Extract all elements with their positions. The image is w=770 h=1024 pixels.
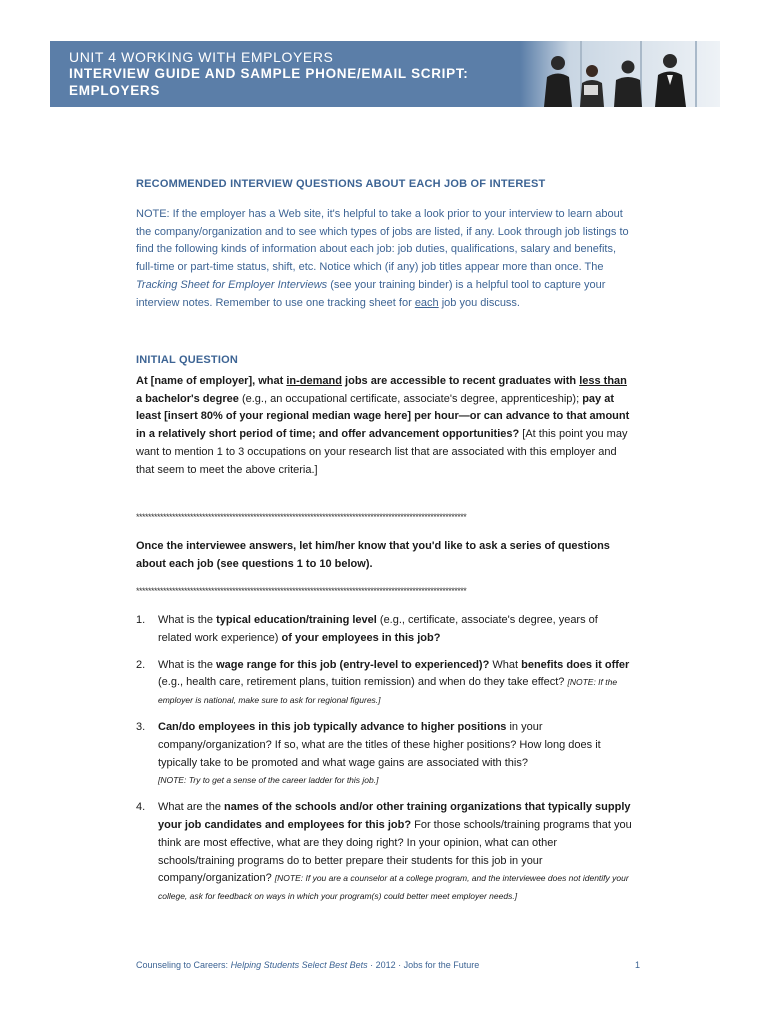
q2-text-1: What is the <box>158 658 217 671</box>
iq-less-than: less than <box>579 374 627 387</box>
page-number: 1 <box>634 960 640 970</box>
iq-plain-1: (e.g., an occupational certificate, associate's degree, apprenticeship); <box>238 392 583 405</box>
iq-plain-2: [At this point you may want to mention 1 to 3 occupations on your research list that are associated with this employer and that seem to meet the above criteria.] <box>136 428 628 476</box>
q2-text-2: What <box>489 658 522 671</box>
q1-bold-1: typical education/training level <box>216 614 377 626</box>
q3-text-1: in your company/organization? If so, what are the titles of these higher positions? How long does it typically take to be promoted and what wage gains are associated with this? <box>158 720 601 769</box>
transition-instruction: Once the interviewee answers, let him/her know that you'd like to ask a series of questions about each job (see questions 1 to 10 below). <box>136 540 610 570</box>
iq-bold-2: jobs are accessible to recent graduates with <box>341 374 580 387</box>
section-heading-initial: INITIAL QUESTION <box>136 354 239 366</box>
question-item <box>136 612 634 648</box>
question-number: 2. <box>136 658 146 671</box>
question-item <box>136 657 634 710</box>
question-number: 1. <box>136 614 146 626</box>
footer-text-b: · 2012 · Jobs for the Future <box>367 960 480 970</box>
page-footer <box>136 960 640 970</box>
section-heading-recommended: RECOMMENDED INTERVIEW QUESTIONS ABOUT EACH JOB OF INTEREST <box>136 178 546 190</box>
iq-bold-4: pay at least [insert 80% of your regional median wage here] per hour—or can advance to that amount in a relatively short period of time; and offer advancement opportunities? <box>136 392 630 441</box>
q2-bold-2: benefits does it offer <box>521 658 630 671</box>
iq-bold-3: a bachelor's degree <box>136 392 239 405</box>
note-each-emphasis: each <box>414 296 439 309</box>
banner-text <box>69 50 468 99</box>
q2-text-3: (e.g., health care, retirement plans, tuition remission) and when do they take effect? <box>158 676 568 689</box>
separator-line-2: ************************************************************************************************************** <box>136 586 467 596</box>
iq-bold-1: At [name of employer], what <box>136 374 287 387</box>
unit-title: UNIT 4 WORKING WITH EMPLOYERS <box>69 49 334 65</box>
note-tracking-sheet-title: Tracking Sheet for Employer Interviews <box>136 278 328 291</box>
initial-question-text <box>136 373 634 480</box>
web-site-note <box>136 206 634 313</box>
q2-note: [NOTE: If the employer is national, make sure to ask for regional figures.] <box>158 677 618 706</box>
q3-note: [NOTE: Try to get a sense of the career ladder for this job.] <box>158 775 379 786</box>
footer-publication-title: Helping Students Select Best Bets <box>230 960 368 970</box>
q3-bold-1: Can/do employees in this job typically advance to higher positions <box>158 720 507 733</box>
q1-bold-2: of your employees in this job? <box>281 631 441 644</box>
q1-text-2: (e.g., certificate, associate's degree, years of related work experience) <box>158 614 598 644</box>
header-banner <box>50 41 720 107</box>
footer-text-a: Counseling to Careers: <box>136 960 231 970</box>
recommended-questions-section <box>136 176 634 313</box>
document-title-line-1: INTERVIEW GUIDE AND SAMPLE PHONE/EMAIL SCRIPT: <box>69 66 469 81</box>
q1-text-1: What is the <box>158 614 217 626</box>
q2-bold-1: wage range for this job (entry-level to experienced)? <box>216 658 490 671</box>
iq-in-demand: in-demand <box>286 374 342 387</box>
q4-text-2: For those schools/training programs that you think are most effective, what are they doing right? In your opinion, what can other schools/training programs do to better prepare their students for this job in your company/organization? <box>158 818 632 885</box>
question-item <box>136 799 634 906</box>
initial-question-section <box>136 352 634 480</box>
note-text-c: job you discuss. <box>438 296 520 309</box>
note-text-b: (see your training binder) is a helpful tool to capture your interview notes. Remember to use one tracking sheet for <box>136 278 606 309</box>
document-title-line-2: EMPLOYERS <box>69 83 161 98</box>
questions-list <box>136 612 634 906</box>
note-text-a: NOTE: If the employer has a Web site, it's helpful to take a look prior to your interview to learn about the company/organization and to see which types of jobs are listed, if any. Look through job listings to find the following kinds of information about each job: job duties, qualifications, salary and benefits, full-time or part-time status, shift, etc. Notice which (if any) job titles appear more than once. The <box>136 207 629 274</box>
q4-text-1: What are the <box>158 801 225 814</box>
business-people-photo <box>520 41 720 107</box>
question-number: 4. <box>136 801 146 814</box>
q4-bold-1: names of the schools and/or other training organizations that typically supply your job candidates and employees for this job? <box>158 801 631 831</box>
question-item <box>136 719 634 790</box>
question-number: 3. <box>136 720 146 733</box>
q4-note: [NOTE: If you are a counselor at a college program, and the interviewee does not identify your college, ask for feedback on ways in which your program(s) could better meet employer needs.] <box>158 873 629 902</box>
separator-line-1: ************************************************************************************************************** <box>136 512 467 522</box>
